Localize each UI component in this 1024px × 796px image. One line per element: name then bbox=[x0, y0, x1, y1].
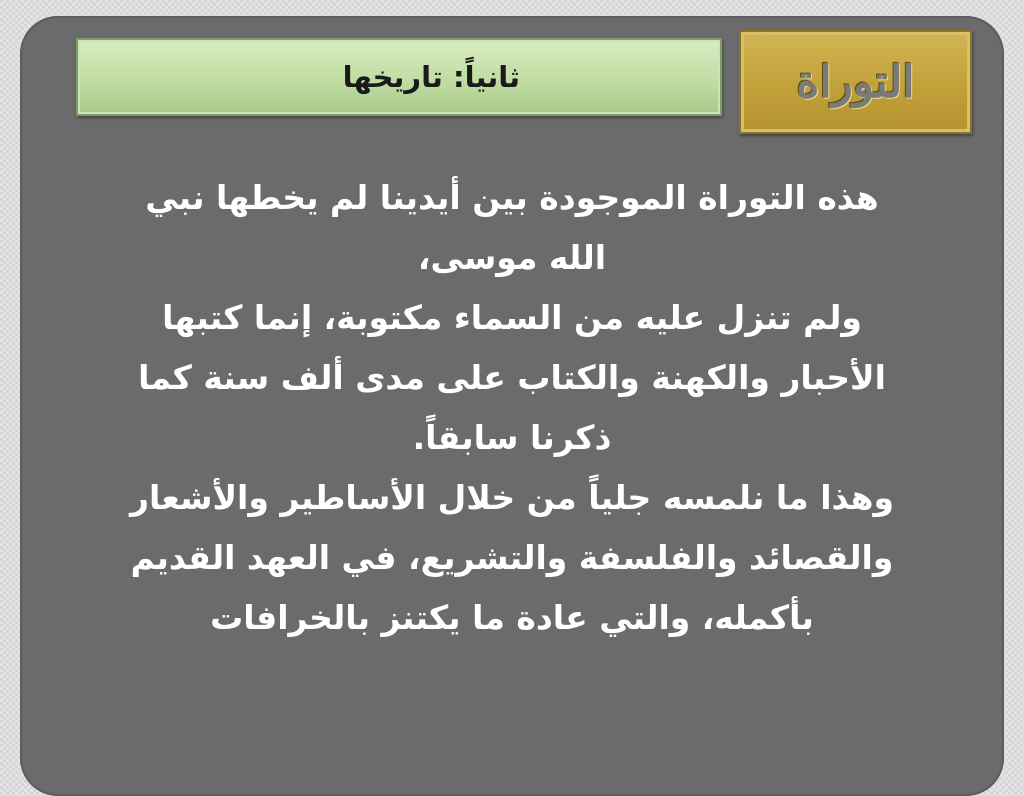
body-line: الله موسى، bbox=[417, 238, 607, 277]
body-line: هذه التوراة الموجودة بين أيدينا لم يخطها نبي bbox=[145, 178, 879, 217]
body-line: بأكمله، والتي عادة ما يكتنز بالخرافات bbox=[210, 598, 814, 637]
slide-title: التوراة bbox=[796, 56, 915, 108]
body-text bbox=[32, 168, 992, 648]
title-box bbox=[739, 30, 972, 134]
slide-subtitle: ثانياً: تاريخها bbox=[342, 60, 520, 94]
body-line: الأحبار والكهنة والكتاب على مدى ألف سنة كما bbox=[138, 358, 886, 397]
body-line: وهذا ما نلمسه جلياً من خلال الأساطير والأشعار bbox=[130, 478, 894, 517]
body-line: ولم تنزل عليه من السماء مكتوبة، إنما كتبها bbox=[162, 298, 862, 337]
body-line: ذكرنا سابقاً. bbox=[412, 418, 612, 457]
body-line: والقصائد والفلسفة والتشريع، في العهد القديم bbox=[130, 538, 894, 577]
subtitle-box bbox=[76, 38, 722, 116]
